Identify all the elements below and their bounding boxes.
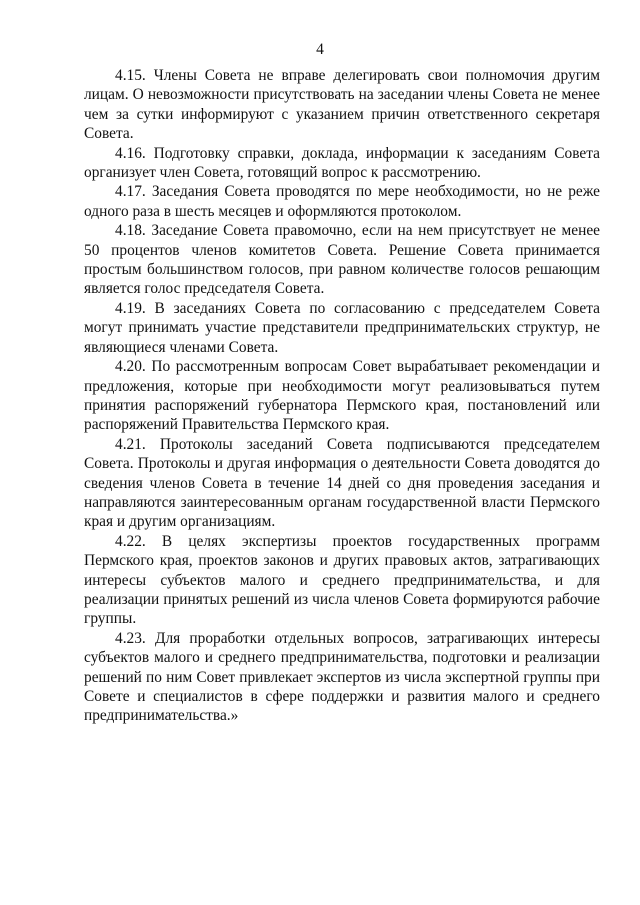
document-body bbox=[84, 66, 600, 726]
paragraph-4-20: 4.20. По рассмотренным вопросам Совет вырабатывает рекомендации и предложения, которые при необходимости могут реализовываться путем принятия распоряжений губернатора Пермского края, постановлений или распоряжений Правительства Пермского края. bbox=[84, 358, 600, 434]
paragraph-4-16: 4.16. Подготовку справки, доклада, информации к заседаниям Совета организует член Совета, готовящий вопрос к рассмотрению. bbox=[84, 144, 600, 182]
paragraph-4-15: 4.15. Члены Совета не вправе делегировать свои полномочия другим лицам. О невозможности присутствовать на заседании члены Совета не менее чем за сутки информируют с указанием причин ответственного секретаря Совета. bbox=[84, 67, 600, 143]
page-number: 4 bbox=[316, 41, 324, 58]
paragraph-4-23: 4.23. Для проработки отдельных вопросов, затрагивающих интересы субъектов малого и среднего предпринимательства, подготовки и реализации решений по ним Совет привлекает экспертов из числа экспертной группы при Совете и специалистов в сфере поддержки и развития малого и среднего предпринимательства.» bbox=[84, 629, 600, 725]
paragraph-4-22: 4.22. В целях экспертизы проектов государственных программ Пермского края, проектов законов и других правовых актов, затрагивающих интересы субъектов малого и среднего предпринимательства, и для реализации принятых решений из числа членов Совета формируются рабочие группы. bbox=[84, 532, 600, 628]
paragraph-4-21: 4.21. Протоколы заседаний Совета подписываются председателем Совета. Протоколы и другая информация о деятельности Совета доводятся до сведения членов Совета в течение 14 дней со дня проведения заседания и направляются заинтересованным органам государственной власти Пермского края и другим организациям. bbox=[84, 435, 600, 531]
paragraph-4-17: 4.17. Заседания Совета проводятся по мере необходимости, но не реже одного раза в шесть месяцев и оформляются протоколом. bbox=[84, 183, 600, 220]
paragraph-4-18: 4.18. Заседание Совета правомочно, если на нем присутствует не менее 50 процентов членов комитетов Совета. Решение Совета принимается простым большинством голосов, при равном количестве голосов решающим является голос председателя Совета. bbox=[84, 222, 600, 298]
paragraph-4-19: 4.19. В заседаниях Совета по согласованию с председателем Совета могут принимать участие представители предпринимательских структур, не являющиеся членами Совета. bbox=[84, 299, 600, 356]
